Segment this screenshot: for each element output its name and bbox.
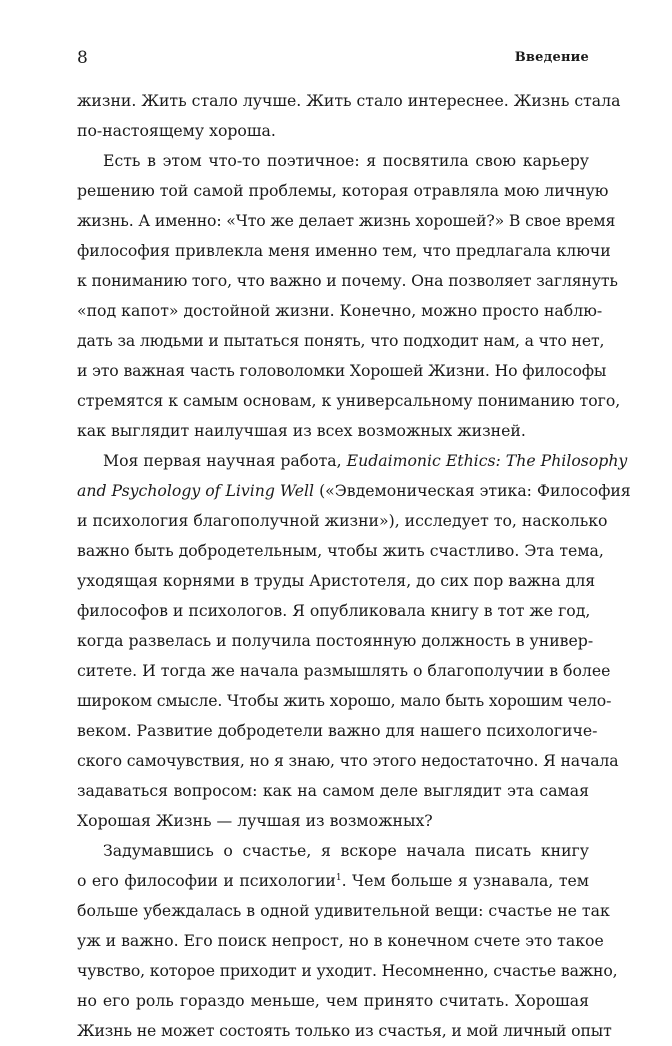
- text-line: философия привлекла меня именно тем, что предлагала ключи: [77, 241, 611, 260]
- text-line: жизнь. А именно: «Что же делает жизнь хорошей?» В свое время: [77, 211, 616, 230]
- text-line: Задумавшись о счастье, я вскоре начала писать книгу: [103, 841, 589, 860]
- book-title-italic: Eudaimonic Ethics: The Philosophy: [346, 451, 628, 470]
- text-line: [77, 446, 628, 476]
- text-line: по-настоящему хороша.: [77, 121, 276, 140]
- page-header: [77, 46, 589, 70]
- text-run: . Чем больше я узнавала, тем: [341, 871, 589, 890]
- text-line: стремятся к самым основам, к универсальному пониманию того,: [77, 391, 621, 410]
- text-line: широком смысле. Чтобы жить хорошо, мало быть хорошим чело-: [77, 691, 612, 710]
- text-line: Хорошая Жизнь — лучшая из возможных?: [77, 811, 433, 830]
- page-number: 8: [77, 48, 88, 68]
- text-line: «под капот» достойной жизни. Конечно, можно просто наблю-: [77, 301, 603, 320]
- text-line: Жизнь не может состоять только из счастья, и мой личный опыт: [77, 1021, 612, 1040]
- paragraph-4: [77, 836, 618, 1046]
- text-line: уходящая корнями в труды Аристотеля, до сих пор важна для: [77, 571, 596, 590]
- text-line: решению той самой проблемы, которая отравляла мою личную: [77, 181, 609, 200]
- text-line: философов и психологов. Я опубликовала книгу в тот же год,: [77, 601, 591, 620]
- footnote-marker[interactable]: 1: [335, 873, 342, 883]
- text-line: ситете. И тогда же начала размышлять о благополучии в более: [77, 661, 611, 680]
- text-line: дать за людьми и пытаться понять, что подходит нам, а что нет,: [77, 331, 605, 350]
- text-line: жизни. Жить стало лучше. Жить стало интереснее. Жизнь стала: [77, 91, 621, 110]
- text-line: чувство, которое приходит и уходит. Несомненно, счастье важно,: [77, 961, 618, 980]
- text-line: веком. Развитие добродетели важно для нашего психологиче-: [77, 721, 598, 740]
- text-line: ского самочувствия, но я знаю, что этого недостаточно. Я начала: [77, 751, 619, 770]
- paragraph-1: [77, 86, 621, 146]
- paragraph-3: [77, 446, 631, 836]
- text-line: но его роль гораздо меньше, чем принято считать. Хорошая: [77, 991, 589, 1010]
- text-line: [77, 476, 631, 506]
- text-run: о его философии и психологии: [77, 871, 336, 890]
- text-line: больше убеждалась в одной удивительной вещи: счастье не так: [77, 901, 610, 920]
- text-line: и это важная часть головоломки Хорошей Жизни. Но философы: [77, 361, 607, 380]
- text-line: [77, 866, 589, 896]
- text-line: когда развелась и получила постоянную должность в универ-: [77, 631, 594, 650]
- book-title-italic: and Psychology of Living Well: [77, 481, 315, 500]
- text-run: («Эвдемоническая этика: Философия: [314, 481, 631, 500]
- running-head-section-title: Введение: [514, 50, 589, 65]
- text-line: к пониманию того, что важно и почему. Она позволяет заглянуть: [77, 271, 618, 290]
- text-line: задаваться вопросом: как на самом деле выглядит эта самая: [77, 781, 589, 800]
- text-line: как выглядит наилучшая из всех возможных жизней.: [77, 421, 526, 440]
- paragraph-2: [77, 146, 621, 446]
- text-line: важно быть добродетельным, чтобы жить счастливо. Эта тема,: [77, 541, 604, 560]
- text-run: Моя первая научная работа,: [103, 451, 347, 470]
- text-line: и психология благополучной жизни»), исследует то, насколько: [77, 511, 608, 530]
- text-line: Есть в этом что-то поэтичное: я посвятила свою карьеру: [103, 151, 589, 170]
- text-line: уж и важно. Его поиск непрост, но в конечном счете это такое: [77, 931, 604, 950]
- body-text: [77, 86, 631, 1046]
